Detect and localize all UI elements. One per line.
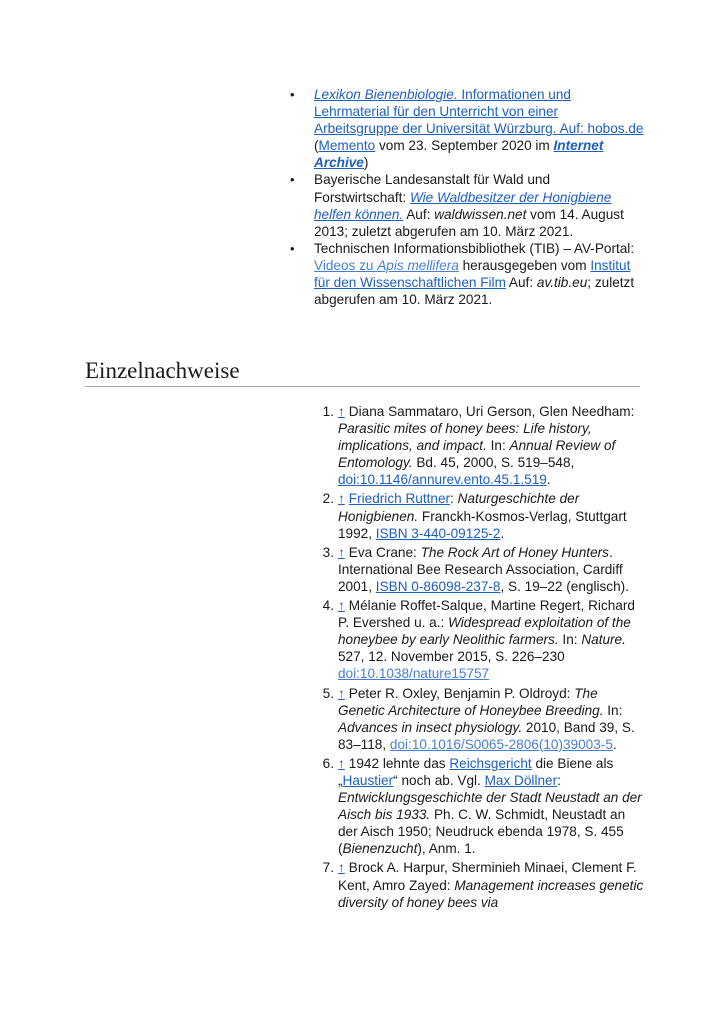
list-item: • Bayerische Landesanstalt für Wald und Forstwirtschaft: Wie Waldbesitzer der Honigbiene helfen können. Auf: waldwissen.net vom 14. August 2013; zuletzt abgerufen am 10. März 2021.	[314, 171, 644, 239]
isbn-link[interactable]: ISBN 3-440-09125-2	[375, 525, 501, 541]
reference-item: 6. ↑ 1942 lehnte das Reichsgericht die Biene als „Haustier“ noch ab. Vgl. Max Döllner: Entwicklungsgeschichte der Stadt Neustadt an der Aisch bis 1933. Ph. C. W. Schmidt, Neustadt an der Aisch 1950; Neudruck ebenda 1978, S. 455 (Bienenzucht), Anm. 1.	[322, 755, 642, 857]
references-list	[322, 403, 648, 913]
list-item: • Lexikon Bienenbiologie. Informationen und Lehrmaterial für den Unterricht von einer Arbeitsgruppe der Universität Würzburg. Auf: hobos.de (Memento vom 23. September 2020 im Internet Archive)	[314, 86, 644, 171]
back-arrow-link[interactable]: ↑	[338, 404, 345, 419]
institut-wissenschaftlicher-film-link[interactable]: Institut für den Wissenschaftlichen Film	[314, 257, 631, 291]
doi-link[interactable]: doi:10.1016/S0065-2806(10)39003-5	[389, 736, 613, 752]
section-heading: Einzelnachweise	[85, 357, 640, 387]
reference-item: 5. ↑ Peter R. Oxley, Benjamin P. Oldroyd: The Genetic Architecture of Honeybee Breeding. In: Advances in insect physiology. 2010, Band 39, S. 83–118, doi:10.1016/S0065-2806(10)39003-5.	[322, 685, 635, 752]
doi-link[interactable]: doi:10.1146/annurev.ento.45.1.519	[338, 472, 547, 488]
back-arrow-link[interactable]: ↑	[338, 685, 345, 701]
reference-item: 4. ↑ Mélanie Roffet-Salque, Martine Regert, Richard P. Evershed u. a.: Widespread exploitation of the honeybee by early Neolithic farmers. In: Nature. 527, 12. November 2015, S. 226–230 doi:10.1038/nature15757	[322, 598, 635, 682]
back-arrow-link[interactable]: ↑	[338, 491, 345, 507]
reichsgericht-link[interactable]: Reichsgericht	[449, 755, 532, 771]
friedrich-ruttner-link[interactable]: Friedrich Ruttner	[348, 491, 451, 507]
lexikon-bienenbiologie-link[interactable]: Lexikon Bienenbiologie. Informationen und Lehrmaterial für den Unterricht von einer Arbeitsgruppe der Universität Würzburg. Auf: hobos.de	[314, 87, 644, 137]
max-doellner-link[interactable]: Max Döllner	[484, 772, 558, 788]
reference-item: 1. ↑ Diana Sammataro, Uri Gerson, Glen Needham: Parasitic mites of honey bees: Life history, implications, and impact. In: Annual Review of Entomology. Bd. 45, 2000, S. 519–548, doi:10.1146/annurev.ento.45.1.519.	[322, 404, 635, 488]
haustier-link[interactable]: Haustier	[342, 772, 394, 788]
memento-link[interactable]: Memento	[318, 138, 376, 154]
back-arrow-link[interactable]: ↑	[338, 598, 345, 614]
reference-item: 3. ↑ Eva Crane: The Rock Art of Honey Hunters. International Bee Research Association, Cardiff 2001, ISBN 0-86098-237-8, S. 19–22 (englisch).	[322, 544, 629, 594]
back-arrow-link[interactable]: ↑	[338, 860, 345, 876]
videos-apis-mellifera-link[interactable]: Videos zu Apis mellifera	[314, 257, 459, 273]
list-item: • Technischen Informationsbibliothek (TIB) – AV-Portal: Videos zu Apis mellifera herausgegeben vom Institut für den Wissenschaftlichen Film Auf: av.tib.eu; zuletzt abgerufen am 10. März 2021.	[314, 240, 644, 308]
reference-item: 2. ↑ Friedrich Ruttner: Naturgeschichte der Honigbienen. Franckh-Kosmos-Verlag, Stuttgart 1992, ISBN 3-440-09125-2.	[322, 491, 627, 541]
back-arrow-link[interactable]: ↑	[338, 544, 345, 560]
isbn-link[interactable]: ISBN 0-86098-237-8	[375, 578, 501, 594]
back-arrow-link[interactable]: ↑	[338, 755, 345, 771]
reference-item: 7. ↑ Brock A. Harpur, Sherminieh Minaei, Clement F. Kent, Amro Zayed: Management increases genetic diversity of honey bees via	[322, 860, 644, 910]
doi-link[interactable]: doi:10.1038/nature15757	[338, 666, 490, 682]
weblinks-list	[314, 86, 644, 308]
waldbesitzer-link[interactable]: Wie Waldbesitzer der Honigbiene helfen können.	[314, 189, 612, 222]
internet-archive-link[interactable]: Internet Archive	[314, 138, 604, 171]
